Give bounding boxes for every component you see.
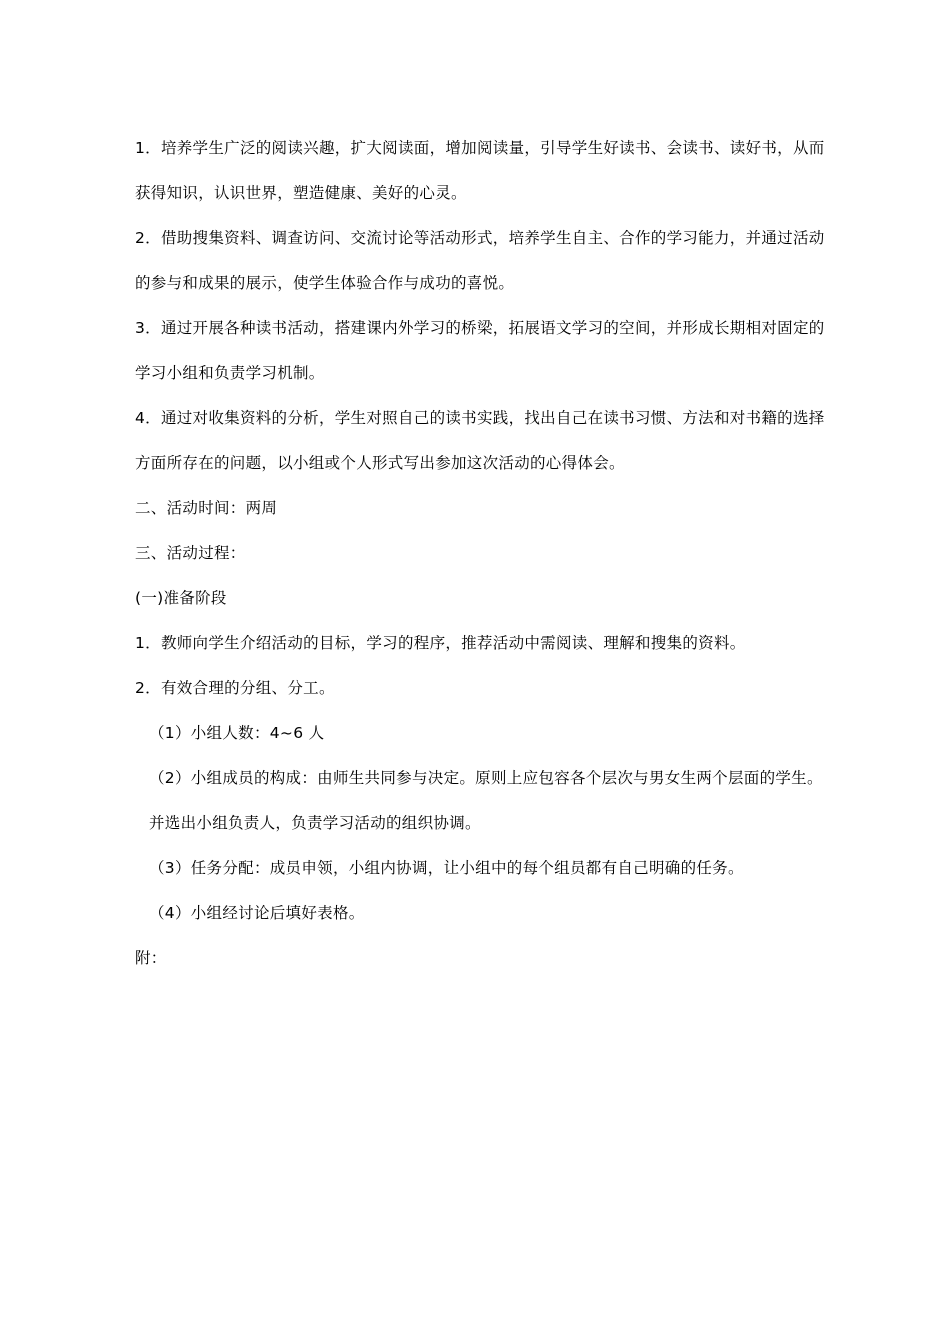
- objective-3-paragraph: 3．通过开展各种读书活动，搭建课内外学习的桥梁，拓展语文学习的空间，并形成长期相对固定的学习小组和负责学习机制。: [135, 319, 825, 382]
- preparation-step-1: 1．教师向学生介绍活动的目标，学习的程序，推荐活动中需阅读、理解和搜集的资料。: [135, 634, 746, 652]
- document-body: [135, 126, 825, 981]
- form-filling-item: （4）小组经讨论后填好表格。: [149, 904, 365, 922]
- objective-4-paragraph: 4．通过对收集资料的分析，学生对照自己的读书实践，找出自己在读书习惯、方法和对书籍的选择方面所存在的问题，以小组或个人形式写出参加这次活动的心得体会。: [135, 409, 825, 472]
- objective-2-paragraph: 2．借助搜集资料、调查访问、交流讨论等活动形式，培养学生自主、合作的学习能力，并通过活动的参与和成果的展示，使学生体验合作与成功的喜悦。: [135, 229, 825, 292]
- task-assignment-item: （3）任务分配：成员申领，小组内协调，让小组中的每个组员都有自己明确的任务。: [149, 859, 744, 877]
- objective-1-paragraph: 1．培养学生广泛的阅读兴趣，扩大阅读面，增加阅读量，引导学生好读书、会读书、读好书，从而获得知识，认识世界，塑造健康、美好的心灵。: [135, 139, 825, 202]
- preparation-stage-heading: (一)准备阶段: [135, 589, 227, 607]
- preparation-step-2: 2．有效合理的分组、分工。: [135, 679, 335, 697]
- group-size-item: （1）小组人数：4~6 人: [149, 724, 325, 742]
- activity-process-heading: 三、活动过程：: [135, 544, 246, 562]
- group-composition-item: （2）小组成员的构成：由师生共同参与决定。原则上应包容各个层次与男女生两个层面的学生。并选出小组负责人，负责学习活动的组织协调。: [149, 769, 823, 832]
- appendix-label: 附：: [135, 949, 167, 967]
- activity-time-heading: 二、活动时间：两周: [135, 499, 278, 517]
